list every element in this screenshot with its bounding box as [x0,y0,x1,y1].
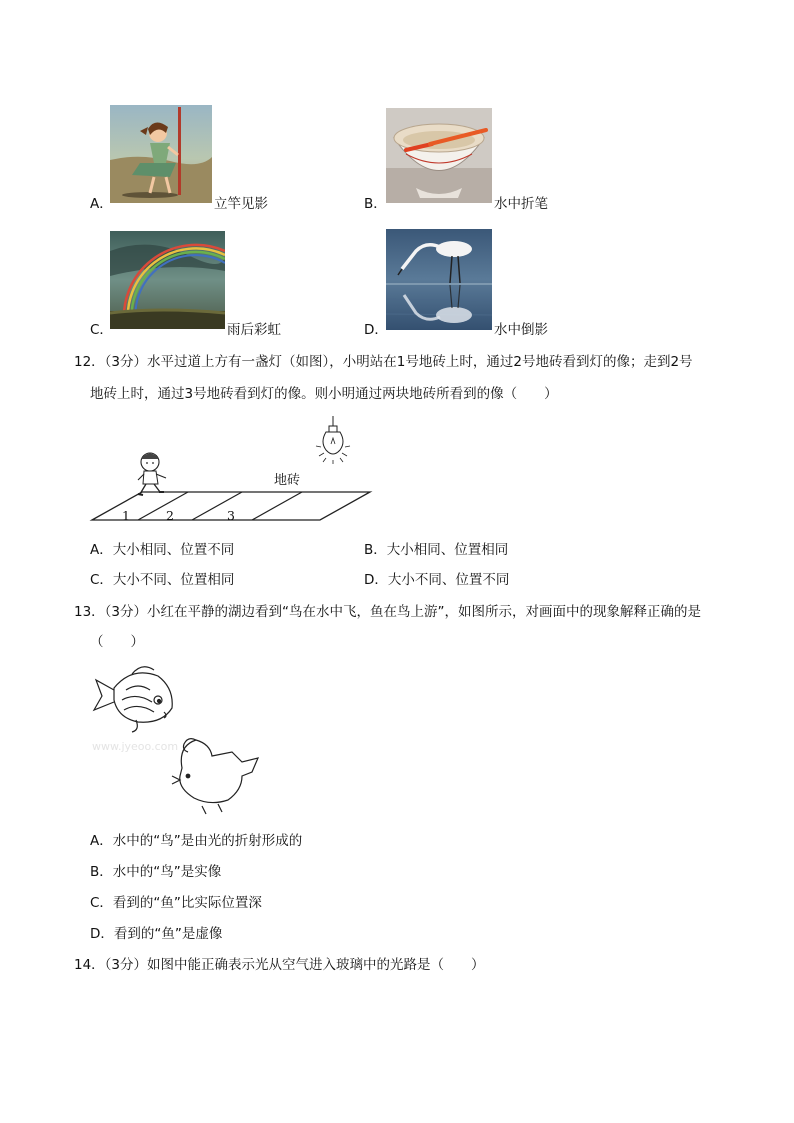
option-a-letter: A． [90,196,113,212]
option-d-image [386,229,492,330]
bird-drawing [172,739,258,814]
q12-tile-number-1: 1 [122,508,130,523]
option-b-image [386,108,492,203]
q13-figure [92,660,267,820]
option-c-caption: 雨后彩虹 [227,322,281,338]
option-b-letter: B． [364,196,387,212]
q12-option-b[interactable]: B．大小相同、位置相同 [364,542,509,558]
q13-option-a[interactable]: A．水中的“鸟”是由光的折射形成的 [90,833,303,849]
q13-option-d[interactable]: D．看到的“鱼”是虚像 [90,926,223,942]
option-a-caption: 立竿见影 [214,196,268,212]
q12-tile-label: 地砖 [274,473,301,488]
q13-option-c[interactable]: C．看到的“鱼”比实际位置深 [90,895,262,911]
q12-stem-line2: 地砖上时，通过3号地砖看到灯的像。则小明通过两块地砖所看到的像（ ） [90,386,558,402]
boy-figure [138,453,166,495]
q12-tile-number-2: 2 [166,508,174,523]
option-a-image [110,105,212,203]
option-b-caption: 水中折笔 [494,196,548,212]
q14-stem-line1: 14．（3分）如图中能正确表示光从空气进入玻璃中的光路是（ ） [74,957,485,973]
q13-option-b[interactable]: B．水中的“鸟”是实像 [90,864,222,880]
option-d-letter: D． [364,322,388,338]
q13-stem-line2: （ ） [90,634,144,650]
option-c-image [110,231,225,329]
q12-option-d[interactable]: D．大小不同、位置不同 [364,572,510,588]
option-d-caption: 水中倒影 [494,322,548,338]
fish-drawing [94,667,172,732]
q12-stem-line1: 12．（3分）水平过道上方有一盏灯（如图），小明站在1号地砖上时，通过2号地砖看到灯的像；走到2号 [74,354,693,370]
lamp-icon [316,416,350,464]
q13-stem-line1: 13．（3分）小红在平静的湖边看到“鸟在水中飞，鱼在鸟上游”，如图所示，对画面中的现象解释正确的是 [74,604,702,620]
q12-option-c[interactable]: C．大小不同、位置相同 [90,572,235,588]
q12-option-a[interactable]: A．大小相同、位置不同 [90,542,235,558]
svg-text:www.jyeoo.com: www.jyeoo.com [92,740,179,753]
q12-tile-number-3: 3 [227,508,235,523]
option-c-letter: C． [90,322,113,338]
